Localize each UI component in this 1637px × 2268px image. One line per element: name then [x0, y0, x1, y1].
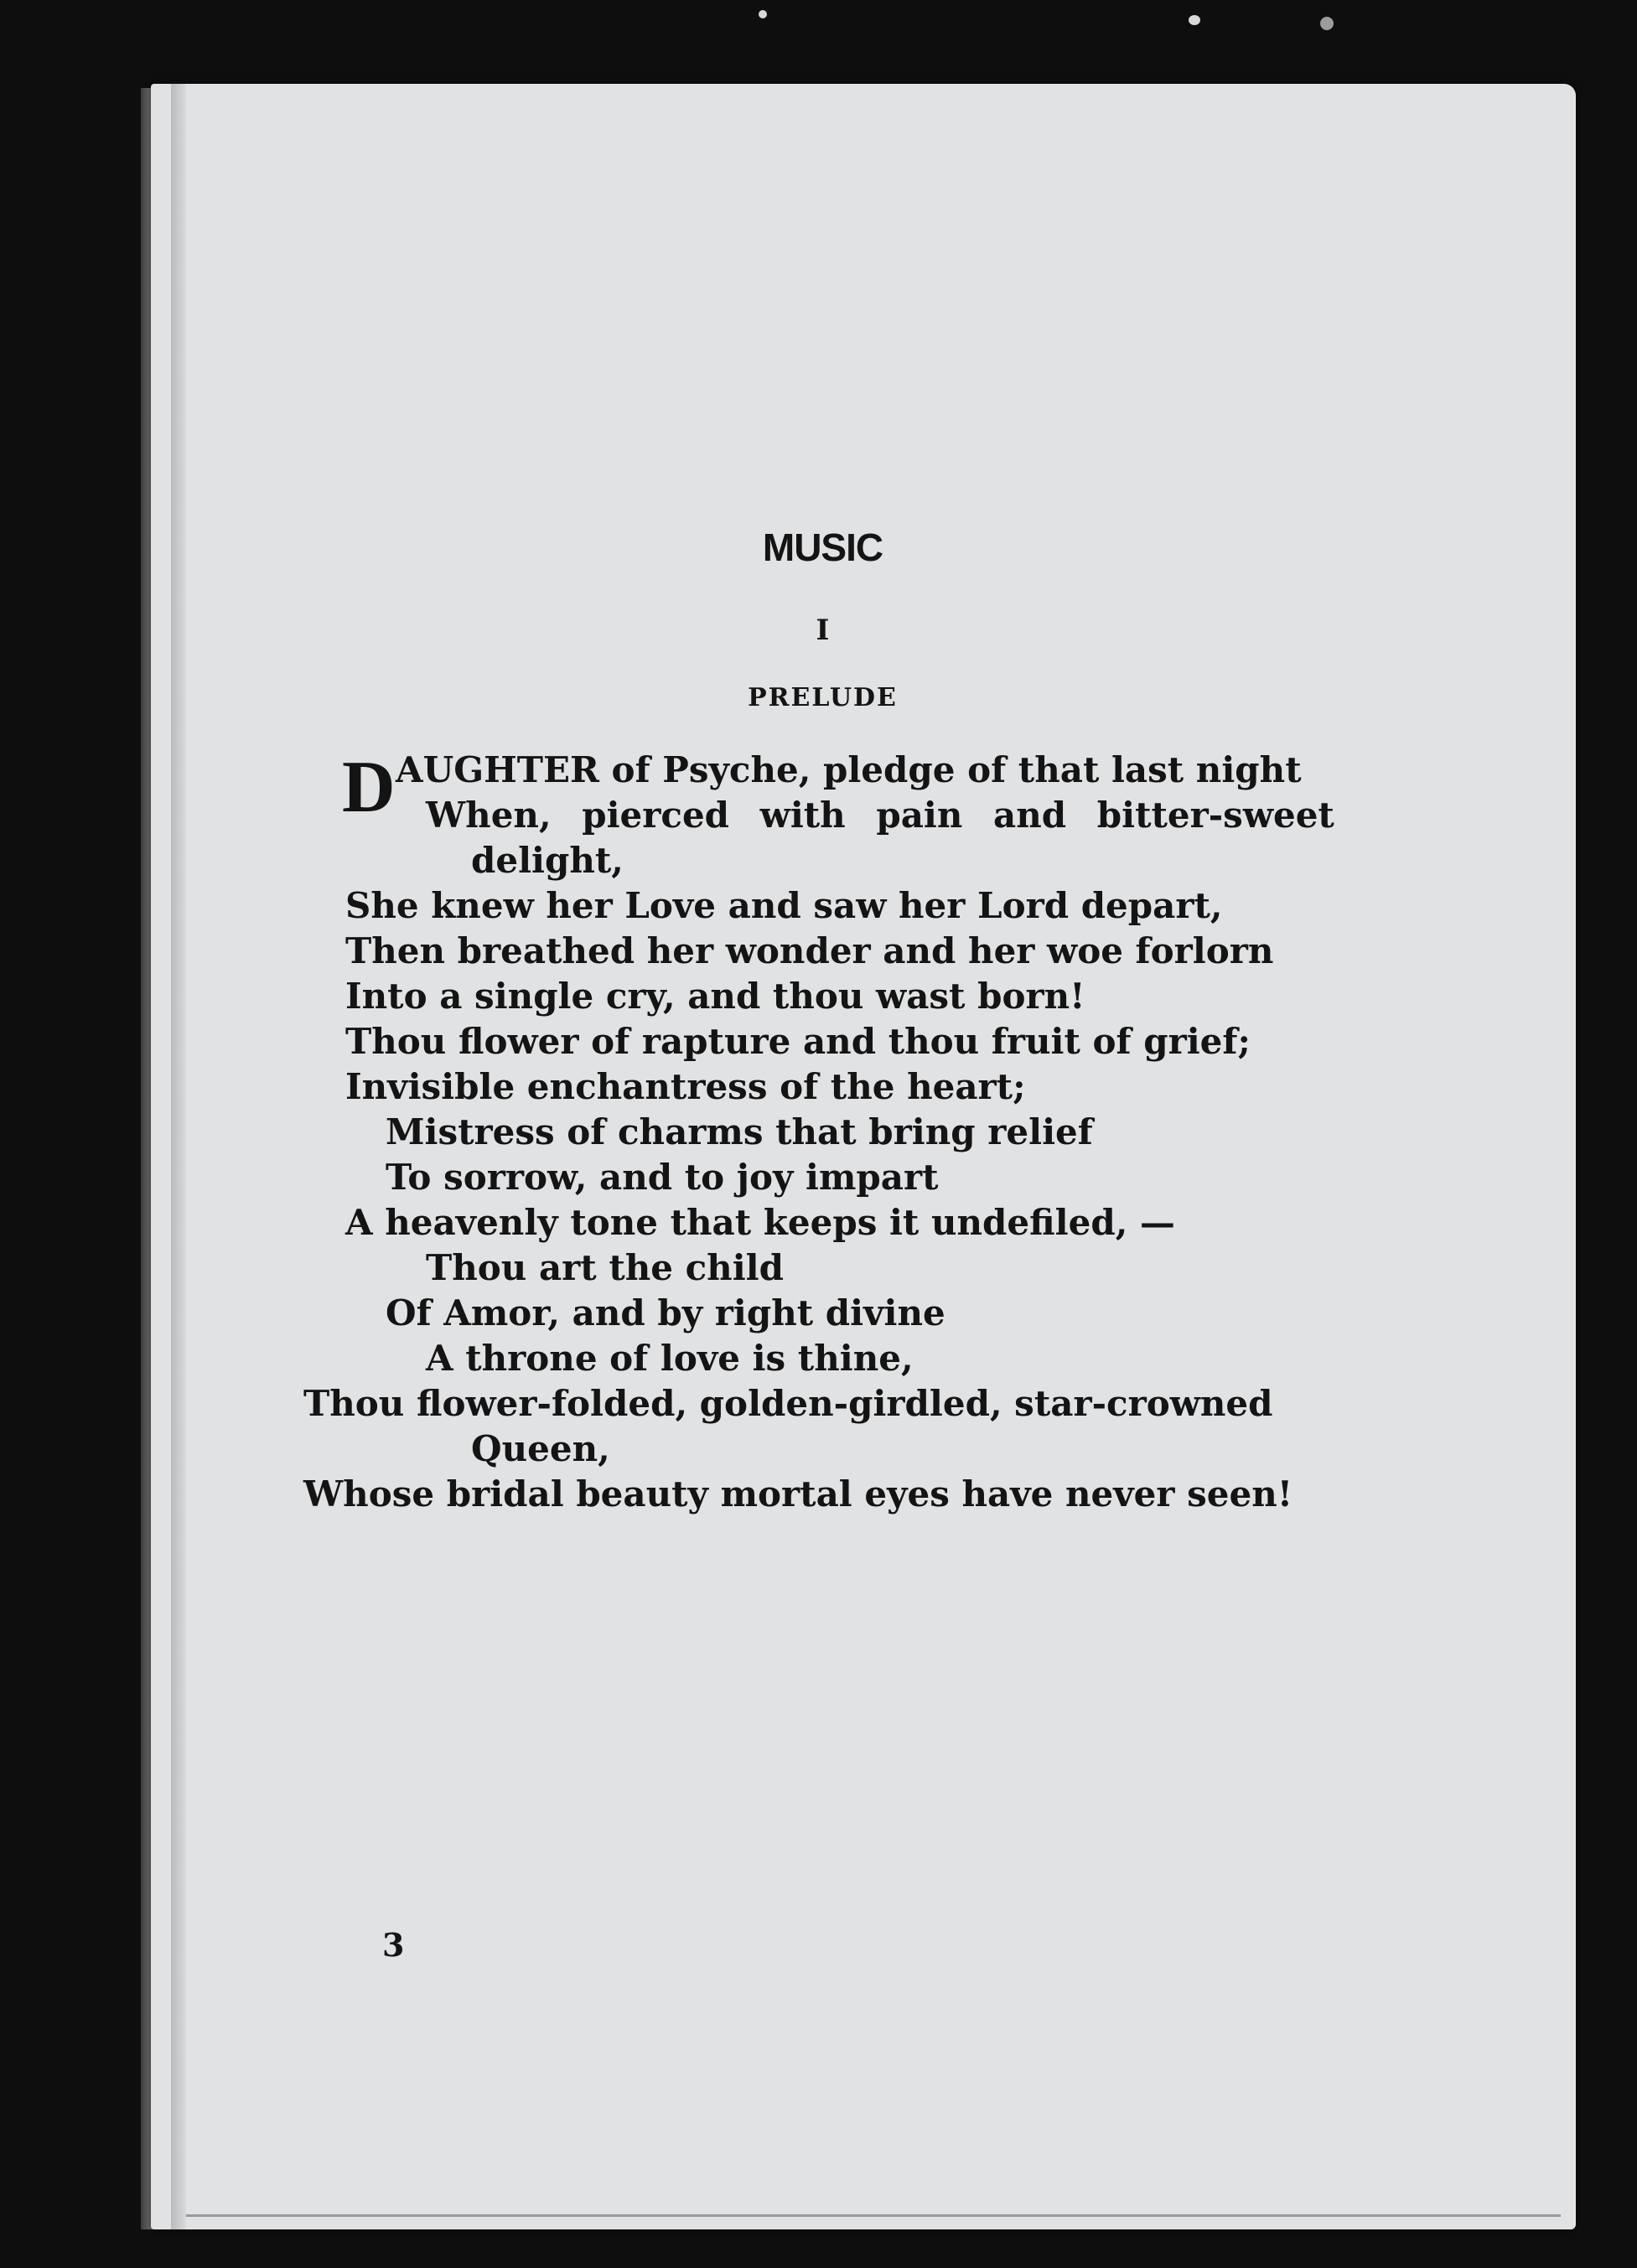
poem-line: To sorrow, and to joy impart: [386, 1157, 939, 1198]
poem-line: When, pierced with pain and bitter-sweet: [426, 795, 1334, 836]
poem-line: A heavenly tone that keeps it undefiled, —: [345, 1202, 1175, 1243]
drop-cap: D: [342, 747, 396, 828]
page-gutter: [171, 84, 186, 2229]
poem-line: Thou flower of rapture and thou fruit of grief;: [345, 1021, 1251, 1062]
scan-speck: [1320, 17, 1334, 30]
poem-line: She knew her Love and saw her Lord depart,: [345, 885, 1223, 926]
poem-line: delight,: [471, 840, 624, 881]
poem-line: Queen,: [471, 1428, 610, 1469]
section-numeral: I: [816, 614, 830, 647]
poem-line: Thou art the child: [426, 1247, 784, 1288]
scan-speck: [1189, 15, 1200, 25]
poem-line: Thou flower-folded, golden-girdled, star-crowned: [303, 1383, 1273, 1424]
page-number: 3: [382, 1926, 405, 1964]
scan-speck: [759, 10, 767, 18]
poem-line: Whose bridal beauty mortal eyes have never seen!: [303, 1473, 1293, 1515]
poem-line: Then breathed her wonder and her woe forlorn: [345, 930, 1274, 971]
poem-line: Of Amor, and by right divine: [386, 1292, 945, 1333]
poem-line: Invisible enchantress of the heart;: [345, 1066, 1026, 1107]
poem-line: Into a single cry, and thou wast born!: [345, 976, 1085, 1017]
section-title: PRELUDE: [748, 683, 898, 712]
page-edge: [186, 2214, 1561, 2217]
poem-line: AUGHTER of Psyche, pledge of that last night: [396, 749, 1302, 790]
poem-line: Mistress of charms that bring relief: [386, 1111, 1093, 1152]
poem-line: A throne of love is thine,: [426, 1338, 914, 1379]
poem-title: MUSIC: [762, 526, 883, 569]
